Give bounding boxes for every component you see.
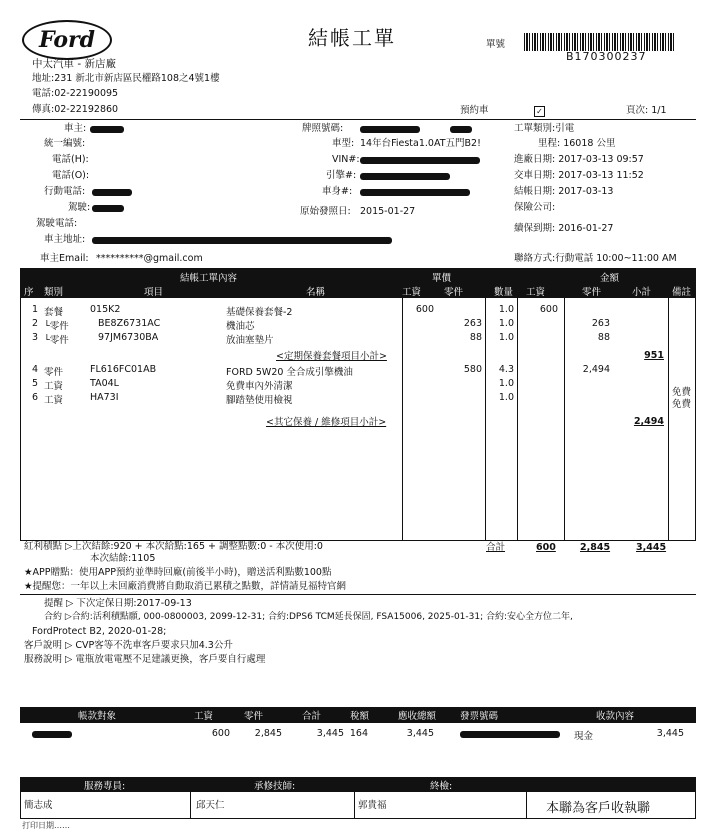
dealer-name: 中太汽車 - 新店廠: [32, 58, 116, 70]
doc-no-label: 單號: [486, 39, 506, 50]
email-label: 車主Email:: [40, 253, 89, 264]
reserve-label: 預約車: [460, 105, 489, 116]
email-value: **********@gmail.com: [96, 253, 203, 264]
insurer-label: 保險公司:: [514, 202, 556, 213]
barcode: [524, 33, 674, 51]
vin-label: VIN#:: [332, 154, 360, 165]
insurance-renewal: 續保到期: 2016-01-27: [514, 223, 614, 234]
driver-label: 駕駛:: [68, 202, 91, 213]
app-points-note: ★APP贈點：使用APP預約並準時回廠(前後半小時)，贈送活利點數100點: [24, 567, 332, 578]
inspector-name: 郭貴福: [358, 800, 387, 811]
points-line1: 紅利積點 ▷上次結餘:920 + 本次給點:165 + 調整點數:0 - 本次使用:0: [24, 541, 323, 552]
table-row: 3 └零件 97JM6730BA 放油塞墊片 88 1.0 88: [32, 332, 610, 346]
col-seq: 序: [24, 287, 34, 298]
redaction: [92, 189, 132, 196]
driver-phone-label: 駕駛電話:: [36, 218, 78, 229]
work-order-type: 工單類別:引電: [514, 123, 575, 134]
table-row: 6 工資 HA73I 腳踏墊使用檢視 1.0 免費: [32, 392, 692, 410]
group-amount: 金額: [600, 273, 620, 284]
service-advisor-label: 服務專員:: [84, 781, 126, 792]
owner-label: 車主:: [64, 123, 87, 134]
mobile-label: 行動電話:: [44, 186, 86, 197]
service-note: 服務說明 ▷ 電瓶放電電壓不足建議更換，客戶要自行處理: [24, 654, 266, 665]
col-name: 名稱: [306, 287, 326, 298]
total-labor: 600: [536, 542, 556, 553]
points-balance: 本次結餘:1105: [90, 553, 156, 564]
redaction: [90, 126, 124, 133]
pay-target-header: 帳款對象: [78, 711, 117, 722]
final-inspection-label: 終檢:: [430, 781, 453, 792]
table-row: 4 零件 FL616FC01AB FORD 5W20 全合成引擎機油 580 4.3 2,494: [32, 364, 610, 378]
footer-text: 打印日期……: [22, 821, 70, 830]
check-in-date: 進廠日期: 2017-03-13 09:57: [514, 154, 644, 165]
redaction: [360, 157, 480, 164]
pay-content-header: 收款內容: [596, 711, 635, 722]
table-row: 2 └零件 BE8Z6731AC 機油芯 263 1.0 263: [32, 318, 610, 332]
model-label: 車型:: [332, 138, 355, 149]
reg-date-label: 原始發照日:: [300, 206, 351, 217]
payment-row: 600 2,845 3,445 164 3,445 現金 3,445: [20, 728, 696, 742]
col-labor: 工資: [526, 287, 546, 298]
pay-due-header: 應收總額: [398, 711, 437, 722]
subtotal1-value: 951: [644, 350, 664, 361]
subtotal2-value: 2,494: [633, 416, 664, 427]
items-body: [20, 304, 696, 444]
group-unit-price: 單價: [432, 273, 452, 284]
subtotal2-label: <其它保養 / 維修項目小計>: [266, 417, 387, 428]
redaction: [92, 205, 124, 212]
technician-label: 承修技師:: [254, 781, 296, 792]
col-qty: 數量: [494, 287, 514, 298]
phone-office-label: 電話(O):: [52, 170, 90, 181]
col-item: 項目: [144, 287, 164, 298]
pay-invoice-header: 發票號碼: [460, 711, 499, 722]
phone-home-label: 電話(H):: [52, 154, 89, 165]
body-label: 車身#:: [322, 186, 353, 197]
redaction: [450, 126, 472, 133]
pay-parts-header: 零件: [244, 711, 264, 722]
plate-label: 牌照號碼:: [302, 123, 344, 134]
col-note: 備註: [672, 287, 692, 298]
col-parts: 零件: [582, 287, 602, 298]
group-work-content: 結帳工單內容: [180, 273, 238, 284]
reserve-checkbox: ✓: [534, 106, 545, 117]
model-value: 14年台Fiesta1.0AT五門B2!: [360, 138, 481, 149]
total-parts: 2,845: [580, 542, 611, 553]
ford-logo: [22, 20, 112, 60]
redaction: [92, 237, 392, 244]
contact-method: 聯絡方式:行動電話 10:00~11:00 AM: [514, 253, 677, 264]
closing-date: 結帳日期: 2017-03-13: [514, 186, 614, 197]
col-unit-labor: 工資: [402, 287, 422, 298]
mileage: 里程: 16018 公里: [538, 138, 616, 149]
reg-date-value: 2015-01-27: [360, 206, 416, 217]
dealer-address: 地址:231 新北市新店區民權路108之4號1樓: [32, 73, 220, 84]
page-number: 頁次: 1/1: [626, 105, 667, 116]
points-reminder: ★提醒您：一年以上未回廠消費將自動取消已累積之點數，詳情請見福特官網: [24, 581, 347, 592]
subtotal1-label: <定期保養套餐項目小計>: [276, 351, 387, 362]
service-advisor-name: 簡志成: [24, 800, 53, 811]
document-title: 結帳工單: [308, 26, 396, 50]
pay-labor-header: 工資: [194, 711, 214, 722]
address-label: 車主地址:: [44, 234, 86, 245]
next-service-note: 提醒 ▷ 下次定保日期:2017-09-13: [44, 598, 192, 609]
col-category: 類別: [44, 287, 64, 298]
total-label: 合計: [486, 542, 506, 553]
redaction: [360, 189, 470, 196]
dealer-phone: 電話:02-22190095: [32, 88, 119, 99]
doc-no-value: B170300237: [566, 50, 647, 63]
table-row: 1 套餐 015K2 基礎保養套餐-2 600 1.0 600: [32, 304, 558, 318]
engine-label: 引擎#:: [326, 170, 357, 181]
total-sum: 3,445: [636, 542, 667, 553]
customer-copy-label: 本聯為客戶收執聯: [546, 801, 651, 816]
dealer-fax: 傳真:02-22192860: [32, 104, 119, 115]
pay-total-header: 合計: [302, 711, 322, 722]
contract-note-cont: FordProtect B2, 2020-01-28;: [32, 626, 167, 637]
redaction: [360, 126, 420, 133]
contract-note: 合約 ▷合約:活利積點願, 000-0800003, 2099-12-31; 合約:DPS6 TCM延長保固, FSA15006, 2025-01-31; 合約:安心全方位二年,: [44, 612, 573, 622]
col-unit-parts: 零件: [444, 287, 464, 298]
technician-name: 邱天仁: [196, 800, 225, 811]
logo-text: Ford: [38, 27, 96, 53]
table-row: 5 工資 TA04L 免費車內外清潔 1.0 免費: [32, 378, 692, 398]
col-subtotal: 小計: [632, 287, 652, 298]
tax-id-label: 統一編號:: [44, 138, 86, 149]
redaction: [360, 173, 450, 180]
pay-tax-header: 稅額: [350, 711, 370, 722]
delivery-date: 交車日期: 2017-03-13 11:52: [514, 170, 644, 181]
customer-note: 客戶說明 ▷ CVP客等不洗車客戶要求只加4.3公升: [24, 640, 233, 651]
